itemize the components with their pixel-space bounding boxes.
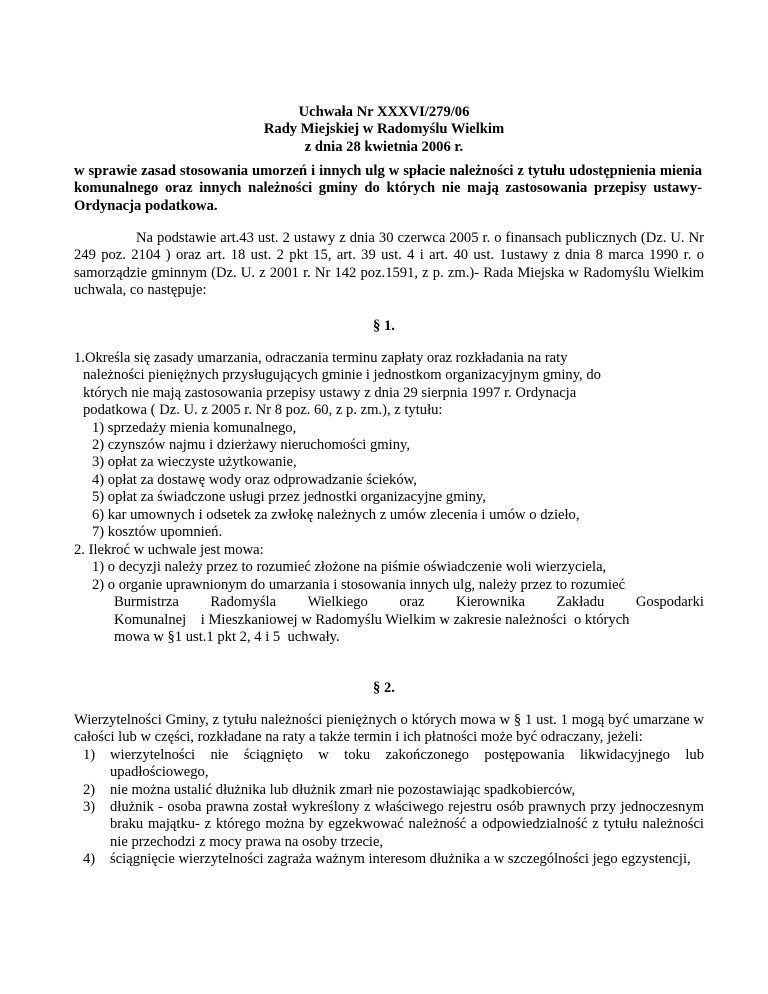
resolution-header (0, 104, 768, 156)
justified-line (74, 594, 704, 611)
list-item: 7) kosztów upomnień. (92, 523, 223, 540)
resolution-subject: w sprawie zasad stosowania umorzeń i innych ulg w spłacie należności z tytułu udostępnienia mienia komunalnego oraz innych należności gminy do których nie mają zastosowania przepisy ustawy- Ordynacja podatkowa. (74, 163, 702, 214)
list-item (74, 799, 704, 851)
section-2-intro: Wierzytelności Gminy, z tytułu należności pieniężnych o których mowa w § 1 ust. 1 mogą być umarzane w całości lub w części, rozkładane na raty a także termin i ich płatności może być odraczany, jeżeli: (74, 712, 704, 746)
resolution-title: Uchwała Nr XXXVI/279/06 (298, 104, 470, 120)
list-item: 3) opłat za wieczyste użytkowanie, (92, 454, 297, 471)
paragraph-line: 2. Ilekroć w uchwale jest mowa: (74, 542, 264, 558)
word: Kierownika (456, 594, 525, 611)
list-item: 1) o decyzji należy przez to rozumieć złożone na piśmie oświadczenie woli wierzyciela, (92, 559, 607, 576)
word: Radomyśla (210, 594, 277, 611)
list-item: 2) czynszów najmu i dzierżawy nieruchomości gminy, (92, 436, 410, 453)
paragraph-line: których nie mają zastosowania przepisy ustawy z dnia 29 sierpnia 1997 r. Ordynacja (83, 384, 577, 401)
list-item: 1) sprzedaży mienia komunalnego, (92, 419, 297, 436)
section-2-heading: § 2. (373, 680, 395, 696)
list-item: 4) opłat za dostawę wody oraz odprowadzanie ścieków, (92, 471, 417, 488)
list-item-text: nie można ustalić dłużnika lub dłużnik zmarł nie pozostawiając spadkobierców, (110, 781, 576, 798)
resolution-date: z dnia 28 kwietnia 2006 r. (304, 138, 464, 155)
list-item: 2) o organie uprawnionym do umarzania i stosowania innych ulg, należy przez to rozumieć (92, 576, 626, 593)
list-item-text: ściągnięcie wierzytelności zagraża ważnym interesom dłużnika a w szczególności jego egzystencji, (110, 851, 691, 868)
resolution-issuer: Rady Miejskiej w Radomyślu Wielkim (263, 121, 505, 138)
paragraph-line: podatkowa ( Dz. U. z 2005 r. Nr 8 poz. 60, z p. zm.), z tytułu: (83, 402, 443, 419)
word: Wielkiego (307, 594, 368, 611)
paragraph-line: Komunalnej i Mieszkaniowej w Radomyślu Wielkim w zakresie należności o których (114, 611, 630, 628)
list-item: 5) opłat za świadczone usługi przez jednostki organizacyjne gminy, (92, 489, 486, 506)
word: Gospodarki (635, 594, 704, 611)
legal-basis-paragraph: Na podstawie art.43 ust. 2 ustawy z dnia 30 czerwca 2005 r. o finansach publicznych (Dz. U. Nr 249 poz. 2104 ) oraz art. 18 ust. 2 pkt 15, art. 39 ust. 4 i art. 40 ust. 1ustawy z dnia 8 marca 1990 r. o samorządzie gminnym (Dz. U. z 2001 r. Nr 142 poz.1591, z p. zm.)- Rada Miejska w Radomyślu Wielkim uchwala, co następuje: (74, 230, 704, 299)
list-item (74, 851, 704, 868)
list-item-number: 1) (83, 746, 96, 763)
list-item-text: dłużnik - osoba prawna został wykreślony z właściwego rejestru osób prawnych przy jednoczesnym braku majątku- z którego można by egzekwować należność a odpowiedzialność z tytułu należności nie przechodzi z mocy prawa na osoby trzecie, (110, 799, 704, 850)
section-1-heading: § 1. (373, 318, 395, 334)
list-item (74, 747, 704, 782)
list-item (74, 782, 704, 799)
section-1-paragraph-1 (74, 350, 704, 541)
paragraph-line: mowa w §1 ust.1 pkt 2, 4 i 5 uchwały. (114, 628, 340, 645)
list-item: 6) kar umownych i odsetek za zwłokę należnych z umów zlecenia i umów o dzieło, (92, 506, 580, 523)
list-item-number: 2) (83, 781, 96, 798)
paragraph-line: 1.Określa się zasady umarzania, odraczania terminu zapłaty oraz rozkładania na raty (74, 350, 568, 366)
paragraph-line: należności pieniężnych przysługujących gminie i jednostkom organizacyjnym gminy, do (83, 367, 601, 384)
section-2-body (74, 712, 704, 869)
word: Zakładu (556, 594, 605, 611)
list-item-text: wierzytelności nie ściągnięto w toku zakończonego postępowania likwidacyjnego lub upadłościowego, (110, 746, 704, 781)
section-1-paragraph-2 (74, 542, 704, 646)
word: Burmistrza (114, 594, 179, 611)
word: oraz (399, 594, 425, 611)
list-item-number: 3) (83, 799, 96, 816)
list-item-number: 4) (83, 851, 96, 868)
